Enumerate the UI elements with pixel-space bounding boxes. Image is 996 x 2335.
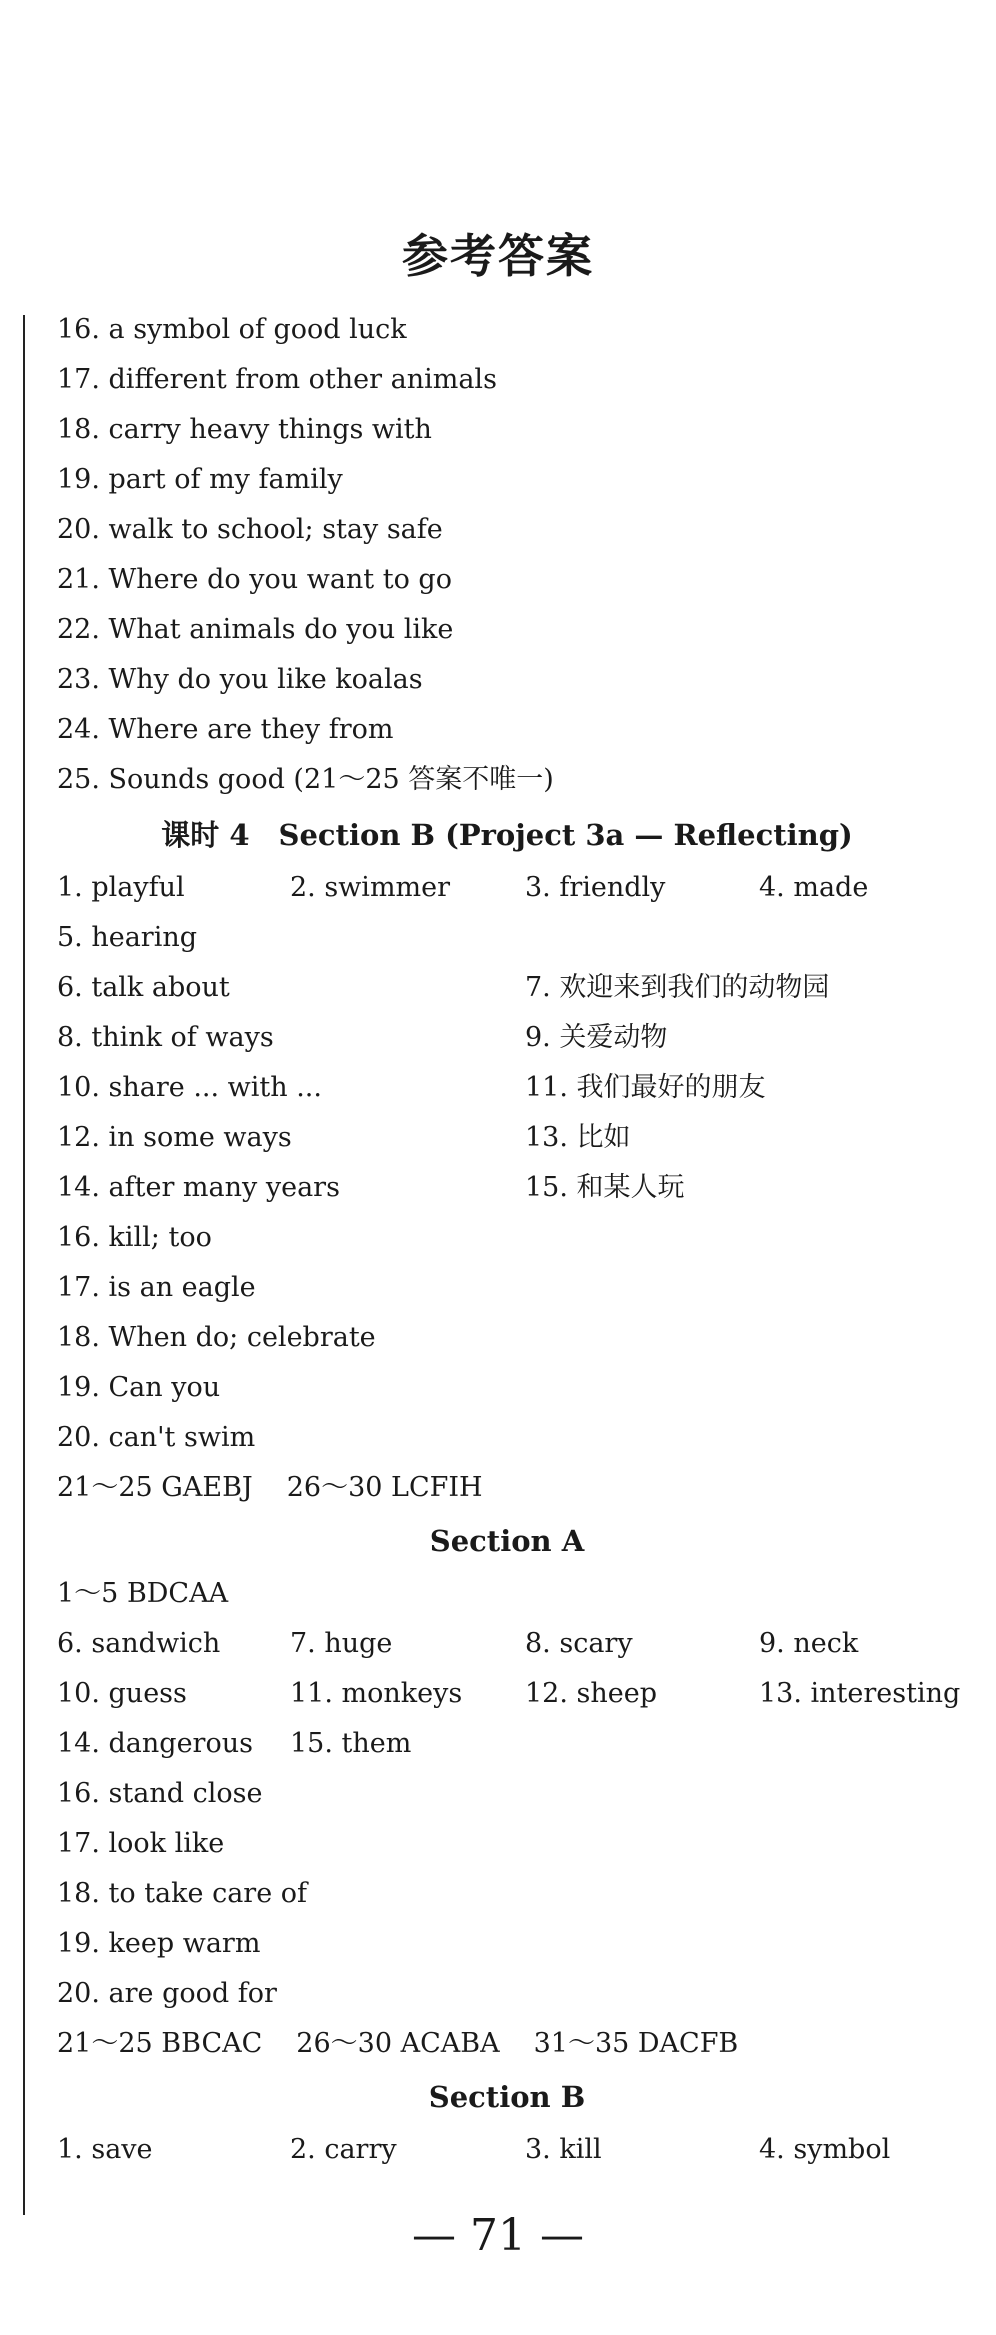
- answer-cell: 15. 和某人玩: [525, 1172, 685, 1203]
- answer-cell: 10. guess: [57, 1678, 187, 1709]
- answer-cell: 12. sheep: [525, 1678, 658, 1709]
- answer-cell: 26～30 LCFIH: [286, 1472, 483, 1503]
- answer-line: 24. Where are they from: [57, 714, 394, 745]
- answer-line: 21. Where do you want to go: [57, 564, 452, 595]
- answer-row: [57, 1063, 957, 1113]
- answer-cell: 10. share ... with ...: [57, 1072, 322, 1103]
- answer-cell: 7. huge: [290, 1628, 393, 1659]
- answer-line: 16. kill; too: [57, 1222, 212, 1253]
- answer-cell: 15. them: [290, 1728, 412, 1759]
- answer-cell: 8. scary: [525, 1628, 633, 1659]
- answer-line: 1～5 BDCAA: [57, 1578, 229, 1609]
- answer-cell: 2. carry: [290, 2134, 397, 2165]
- answer-line: 25. Sounds good (21～25 答案不唯一): [57, 764, 554, 795]
- answer-line: 20. can't swim: [57, 1422, 256, 1453]
- answer-cell: 12. in some ways: [57, 1122, 292, 1153]
- answer-line: 5. hearing: [57, 922, 198, 953]
- answer-row: [57, 1013, 957, 1063]
- answer-row: [57, 1113, 957, 1163]
- answer-row: [57, 1619, 957, 1669]
- answer-line: 20. are good for: [57, 1978, 277, 2009]
- answer-line: 18. carry heavy things with: [57, 414, 432, 445]
- answer-cell: 31～35 DACFB: [533, 2028, 739, 2059]
- answer-cell: 14. dangerous: [57, 1728, 253, 1759]
- answer-cell: 4. symbol: [759, 2134, 891, 2165]
- answer-line: 23. Why do you like koalas: [57, 664, 423, 695]
- answer-cell: 11. 我们最好的朋友: [525, 1072, 766, 1103]
- answer-row: [57, 1463, 957, 1513]
- answer-cell: 3. kill: [525, 2134, 602, 2165]
- answer-line: 18. When do; celebrate: [57, 1322, 376, 1353]
- lesson4-heading: 课时 4 Section B (Project 3a — Reflecting): [161, 818, 853, 852]
- answer-line: 19. Can you: [57, 1372, 221, 1403]
- answer-content: [57, 305, 961, 2175]
- answer-cell: 4. made: [759, 872, 869, 903]
- answer-row: [57, 1719, 957, 1769]
- answer-cell: 2. swimmer: [290, 872, 451, 903]
- answer-cell: 11. monkeys: [290, 1678, 463, 1709]
- answer-cell: 21～25 GAEBJ: [57, 1472, 253, 1503]
- answer-row: [57, 2019, 957, 2069]
- answer-line: 16. stand close: [57, 1778, 263, 1809]
- answer-row: [57, 1669, 961, 1719]
- page-title: 参考答案: [402, 229, 594, 283]
- answer-row: [57, 963, 957, 1013]
- page-number: — 71 —: [412, 2210, 584, 2261]
- answer-cell: 1. playful: [57, 872, 185, 903]
- answer-line: 16. a symbol of good luck: [57, 314, 407, 345]
- answer-cell: 1. save: [57, 2134, 153, 2165]
- answer-cell: 3. friendly: [525, 872, 666, 903]
- answer-cell: 13. 比如: [525, 1122, 631, 1153]
- left-margin-rule: [23, 315, 25, 2215]
- answer-cell: 26～30 ACABA: [296, 2028, 500, 2059]
- answer-line: 22. What animals do you like: [57, 614, 454, 645]
- answer-cell: 8. think of ways: [57, 1022, 274, 1053]
- section-a-heading: Section A: [429, 1524, 585, 1558]
- answer-cell: 9. 关爱动物: [525, 1022, 668, 1053]
- answer-line: 17. is an eagle: [57, 1272, 256, 1303]
- answer-row: [57, 1163, 957, 1213]
- section-b-heading: Section B: [428, 2080, 586, 2114]
- answer-line: 19. part of my family: [57, 464, 343, 495]
- answer-cell: 21～25 BBCAC: [57, 2028, 263, 2059]
- answer-line: 20. walk to school; stay safe: [57, 514, 443, 545]
- answer-cell: 6. sandwich: [57, 1628, 221, 1659]
- answer-cell: 9. neck: [759, 1628, 859, 1659]
- answer-line: 17. look like: [57, 1828, 225, 1859]
- answer-cell: 13. interesting: [759, 1678, 961, 1709]
- answer-cell: 14. after many years: [57, 1172, 340, 1203]
- answer-cell: 6. talk about: [57, 972, 230, 1003]
- answer-row: [57, 2125, 957, 2175]
- answer-line: 19. keep warm: [57, 1928, 261, 1959]
- answer-line: 17. different from other animals: [57, 364, 497, 395]
- answer-line: 18. to take care of: [57, 1878, 308, 1909]
- answer-cell: 7. 欢迎来到我们的动物园: [525, 972, 830, 1003]
- answer-row: [57, 863, 957, 913]
